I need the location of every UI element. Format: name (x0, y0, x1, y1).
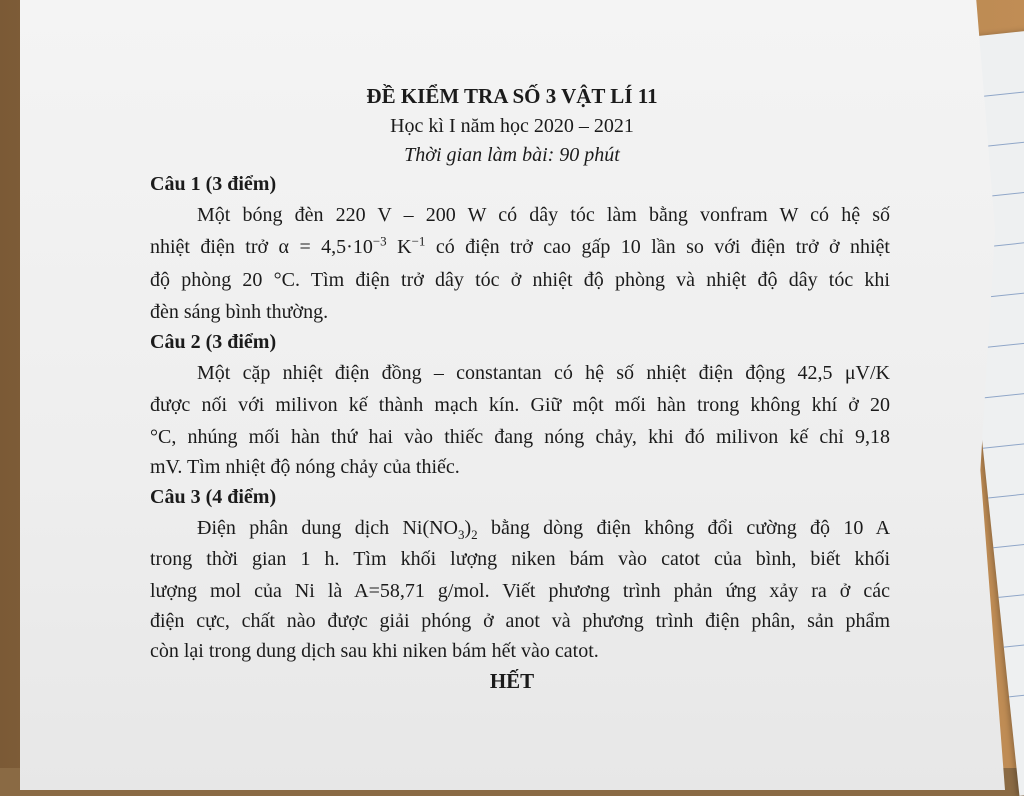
question-1-heading: Câu 1 (3 điểm) (150, 173, 277, 195)
exam-duration: Thời gian làm bài: 90 phút (404, 144, 620, 166)
question-3-line-2: trong thời gian 1 h. Tìm khối lượng niken bám vào catot của bình, biết khối (150, 548, 890, 570)
question-2-line-2: được nối với milivon kế thành mạch kín. Giữ một mối hàn trong không khí ở 20 (150, 394, 890, 416)
q3-line1-post: bằng dòng điện không đổi cường độ 10 A (477, 517, 891, 539)
question-2-line-3: °C, nhúng mối hàn thứ hai vào thiếc đang nóng chảy, khi đó milivon kế chỉ 9,18 (150, 426, 890, 448)
q3-line1-sub-1: 3 (458, 527, 465, 542)
q1-line2-unit-exponent: −1 (411, 233, 426, 249)
question-3-line-3: lượng mol của Ni là A=58,71 g/mol. Viết phương trình phản ứng xảy ra ở các (150, 580, 890, 602)
q3-line1-sub-2: 2 (471, 527, 478, 542)
question-2-line-1: Một cặp nhiệt điện đồng – constantan có hệ số nhiệt điện động 42,5 μV/K (197, 362, 890, 384)
end-marker: HẾT (489, 669, 535, 693)
question-3-heading: Câu 3 (4 điểm) (150, 486, 277, 508)
question-2-line-4: mV. Tìm nhiệt độ nóng chảy của thiếc. (150, 456, 460, 478)
q1-line2-pre: nhiệt điện trở α = 4,5·10 (150, 236, 373, 258)
question-1-line-2 (150, 235, 890, 259)
q3-line1-mid: ) (464, 517, 472, 539)
q3-line1-pre: Điện phân dung dịch Ni(NO (197, 517, 458, 539)
q1-line2-unit: K (386, 236, 412, 258)
question-3-line-1 (197, 516, 890, 540)
exam-title: ĐỀ KIỂM TRA SỐ 3 VẬT LÍ 11 (366, 84, 658, 108)
question-3-line-4: điện cực, chất nào được giải phóng ở anot và phương trình điện phân, sản phẩm (150, 610, 890, 632)
question-2-heading: Câu 2 (3 điểm) (150, 331, 277, 353)
question-1-line-1: Một bóng đèn 220 V – 200 W có dây tóc làm bằng vonfram W có hệ số (197, 204, 890, 226)
question-1-line-3: độ phòng 20 °C. Tìm điện trở dây tóc ở nhiệt độ phòng và nhiệt độ dây tóc khi (150, 269, 890, 291)
exam-term: Học kì I năm học 2020 – 2021 (390, 115, 634, 137)
q1-line2-post: có điện trở cao gấp 10 lần so với điện trở ở nhiệt (425, 236, 890, 258)
question-3-line-5: còn lại trong dung dịch sau khi niken bám hết vào catot. (150, 640, 599, 662)
q1-line2-exponent: −3 (372, 233, 387, 249)
question-1-line-4: đèn sáng bình thường. (150, 301, 329, 323)
